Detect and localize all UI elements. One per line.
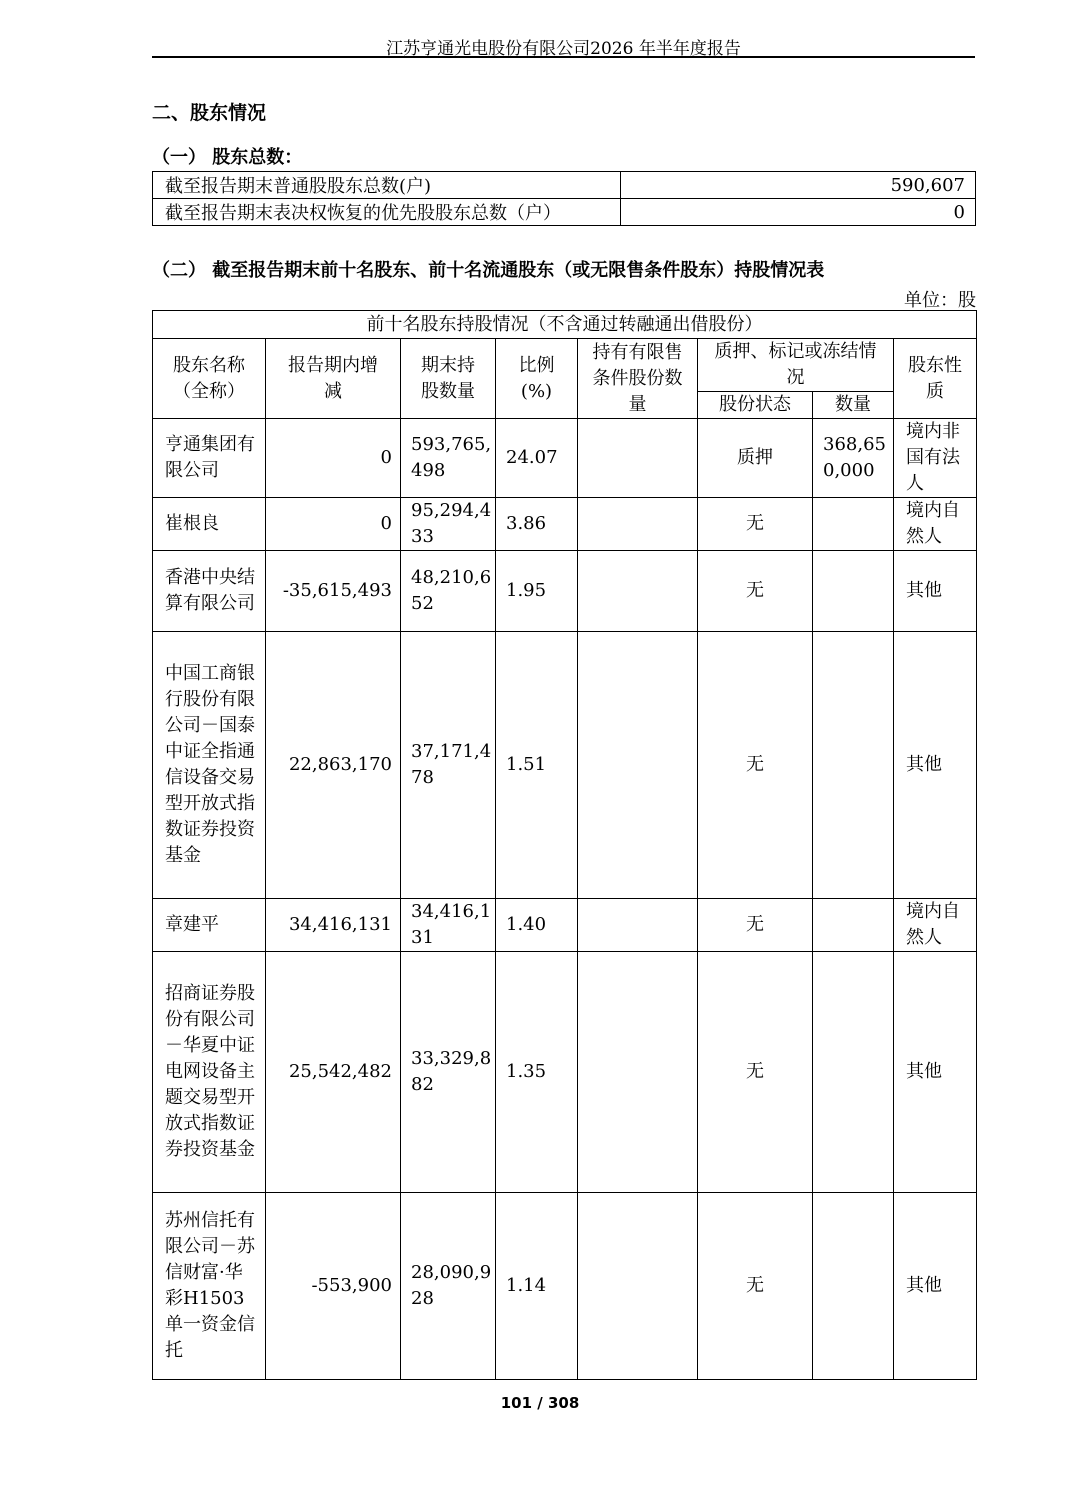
holder-name: 招商证券股份有限公司－华夏中证电网设备主题交易型开放式指数证券投资基金 (153, 952, 266, 1193)
holder-change: 0 (266, 419, 401, 498)
holder-change: 34,416,131 (266, 899, 401, 952)
holder-pledge-status: 质押 (698, 419, 813, 498)
holder-pledge-qty: 368,650,000 (813, 419, 894, 498)
holder-ratio: 1.51 (496, 632, 578, 899)
summary-value: 0 (621, 199, 976, 226)
holder-change: 25,542,482 (266, 952, 401, 1193)
holder-restricted (578, 551, 698, 632)
holder-name: 崔根良 (153, 498, 266, 551)
table-row (153, 172, 976, 199)
table-row (153, 199, 976, 226)
summary-label: 截至报告期末普通股股东总数(户) (153, 172, 621, 199)
holder-pledge-status: 无 (698, 1193, 813, 1380)
summary-label: 截至报告期末表决权恢复的优先股股东总数（户） (153, 199, 621, 226)
table-row (153, 1193, 977, 1380)
holder-restricted (578, 632, 698, 899)
holder-pledge-status: 无 (698, 952, 813, 1193)
column-header-pledge-status: 股份状态 (698, 392, 813, 419)
holder-shares: 48,210,652 (401, 551, 496, 632)
holder-shares: 593,765,498 (401, 419, 496, 498)
holder-shares: 95,294,433 (401, 498, 496, 551)
holder-restricted (578, 899, 698, 952)
holder-nature: 境内自然人 (894, 899, 977, 952)
holder-nature: 境内非国有法人 (894, 419, 977, 498)
column-header-change: 报告期内增减 (266, 339, 401, 419)
holder-restricted (578, 498, 698, 551)
holder-shares: 37,171,478 (401, 632, 496, 899)
column-header-name: 股东名称（全称） (153, 339, 266, 419)
holder-ratio: 24.07 (496, 419, 578, 498)
column-header-ratio: 比例(%) (496, 339, 578, 419)
holder-nature: 其他 (894, 632, 977, 899)
holder-restricted (578, 419, 698, 498)
column-header-pledge-qty: 数量 (813, 392, 894, 419)
table-row (153, 952, 977, 1193)
holder-nature: 其他 (894, 1193, 977, 1380)
table-header-row (153, 339, 977, 392)
section-title: 二、股东情况 (152, 102, 267, 124)
holder-change: 0 (266, 498, 401, 551)
holder-pledge-status: 无 (698, 551, 813, 632)
column-header-pledge: 质押、标记或冻结情况 (698, 339, 894, 392)
table-caption-row (153, 311, 977, 339)
holder-name: 香港中央结算有限公司 (153, 551, 266, 632)
holder-shares: 34,416,131 (401, 899, 496, 952)
holder-pledge-qty (813, 899, 894, 952)
holder-name: 亨通集团有限公司 (153, 419, 266, 498)
header-divider (152, 56, 975, 58)
holder-restricted (578, 952, 698, 1193)
holder-pledge-qty (813, 551, 894, 632)
holder-shares: 28,090,928 (401, 1193, 496, 1380)
table-row (153, 899, 977, 952)
holder-ratio: 1.14 (496, 1193, 578, 1380)
column-header-restricted: 持有有限售条件股份数量 (578, 339, 698, 419)
column-header-shares: 期末持股数量 (401, 339, 496, 419)
holder-change: -553,900 (266, 1193, 401, 1380)
table-row (153, 419, 977, 498)
holder-name: 章建平 (153, 899, 266, 952)
holder-ratio: 1.95 (496, 551, 578, 632)
table-row (153, 551, 977, 632)
table-caption: 前十名股东持股情况（不含通过转融通出借股份） (153, 311, 977, 339)
holder-pledge-qty (813, 1193, 894, 1380)
holder-pledge-qty (813, 632, 894, 899)
holder-name: 苏州信托有限公司－苏信财富·华彩H1503单一资金信托 (153, 1193, 266, 1380)
holder-pledge-status: 无 (698, 498, 813, 551)
holder-change: 22,863,170 (266, 632, 401, 899)
table-row (153, 498, 977, 551)
unit-label: 单位：股 (904, 290, 976, 311)
holder-nature: 其他 (894, 952, 977, 1193)
holder-name: 中国工商银行股份有限公司－国泰中证全指通信设备交易型开放式指数证券投资基金 (153, 632, 266, 899)
holder-ratio: 3.86 (496, 498, 578, 551)
holder-ratio: 1.35 (496, 952, 578, 1193)
holder-pledge-status: 无 (698, 899, 813, 952)
holder-pledge-qty (813, 952, 894, 1193)
table-row (153, 632, 977, 899)
holder-nature: 境内自然人 (894, 498, 977, 551)
page-number: 101 / 308 (500, 1394, 580, 1412)
column-header-nature: 股东性质 (894, 339, 977, 419)
shareholder-count-table (152, 171, 976, 226)
holder-change: -35,615,493 (266, 551, 401, 632)
top-shareholders-table (152, 310, 977, 1380)
subsection-title-shareholder-count: （一） 股东总数： (152, 147, 303, 168)
report-header-title: 江苏亨通光电股份有限公司2026 年半年度报告 (386, 39, 741, 59)
holder-nature: 其他 (894, 551, 977, 632)
holder-pledge-status: 无 (698, 632, 813, 899)
holder-shares: 33,329,882 (401, 952, 496, 1193)
holder-ratio: 1.40 (496, 899, 578, 952)
holder-pledge-qty (813, 498, 894, 551)
holder-restricted (578, 1193, 698, 1380)
summary-value: 590,607 (621, 172, 976, 199)
subsection-title-top-holders: （二） 截至报告期末前十名股东、前十名流通股东（或无限售条件股东）持股情况表 (152, 260, 825, 281)
